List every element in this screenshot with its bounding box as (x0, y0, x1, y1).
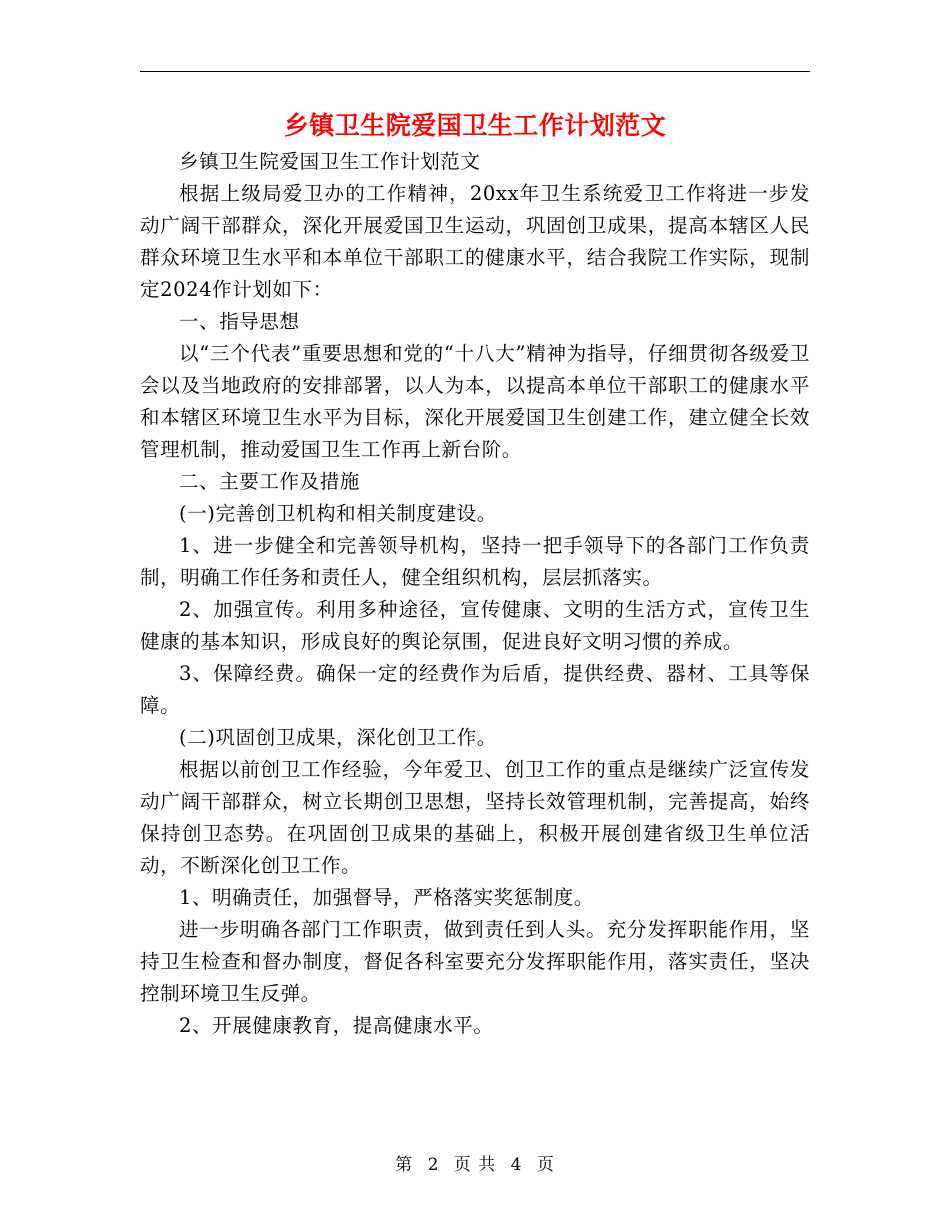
paragraph: 1、进一步健全和完善领导机构，坚持一把手领导下的各部门工作负责制，明确工作任务和责任人，健全组织机构，层层抓落实。 (140, 534, 810, 589)
paragraph: 3、保障经费。确保一定的经费作为后盾，提供经费、器材、工具等保障。 (140, 662, 810, 717)
paragraph: 以“三个代表”重要思想和党的“十八大”精神为指导，仔细贯彻各级爱卫会以及当地政府的安排部署，以人为本，以提高本单位干部职工的健康水平和本辖区环境卫生水平为目标，深化开展爱国卫生创建工作，建立健全长效管理机制，推动爱国卫生工作再上新台阶。 (140, 342, 810, 461)
footer-prefix: 第 (395, 1155, 414, 1175)
section-heading: 二、主要工作及措施 (179, 470, 360, 493)
paragraph: 乡镇卫生院爱国卫生工作计划范文 (179, 150, 481, 173)
total-page-number: 4 (510, 1155, 523, 1175)
item-heading: 1、明确责任，加强督导，严格落实奖惩制度。 (179, 886, 595, 909)
item-heading: 2、开展健康教育，提高健康水平。 (179, 1014, 494, 1037)
paragraph: 根据以前创卫工作经验，今年爱卫、创卫工作的重点是继续广泛宣传发动广阔干部群众，树立长期创卫思想，坚持长效管理机制，完善提高，始终保持创卫态势。在巩固创卫成果的基础上，积极开展创建省级卫生单位活动，不断深化创卫工作。 (140, 758, 810, 877)
section-heading: 一、指导思想 (179, 310, 300, 333)
current-page-number: 2 (427, 1155, 440, 1175)
paragraph: 根据上级局爱卫办的工作精神，20xx年卫生系统爱卫工作将进一步发动广阔干部群众，深化开展爱国卫生运动，巩固创卫成果，提高本辖区人民群众环境卫生水平和本单位干部职工的健康水平，结合我院工作实际，现制定2024作计划如下： (140, 182, 810, 301)
document-title: 乡镇卫生院爱国卫生工作计划范文 (283, 111, 667, 140)
header-rule (140, 71, 810, 72)
footer-suffix: 页 (536, 1155, 555, 1175)
paragraph: 2、加强宣传。利用多种途径，宣传健康、文明的生活方式，宣传卫生健康的基本知识，形成良好的舆论氛围，促进良好文明习惯的养成。 (140, 598, 810, 653)
document-body (140, 146, 810, 1042)
subsection-heading: (一)完善创卫机构和相关制度建设。 (179, 502, 497, 525)
footer-middle: 页 共 (453, 1155, 497, 1175)
page-footer (140, 1153, 810, 1177)
subsection-heading: (二)巩固创卫成果，深化创卫工作。 (179, 726, 497, 749)
paragraph: 进一步明确各部门工作职责，做到责任到人头。充分发挥职能作用，坚持卫生检查和督办制度，督促各科室要充分发挥职能作用，落实责任，坚决控制环境卫生反弹。 (140, 918, 810, 1005)
